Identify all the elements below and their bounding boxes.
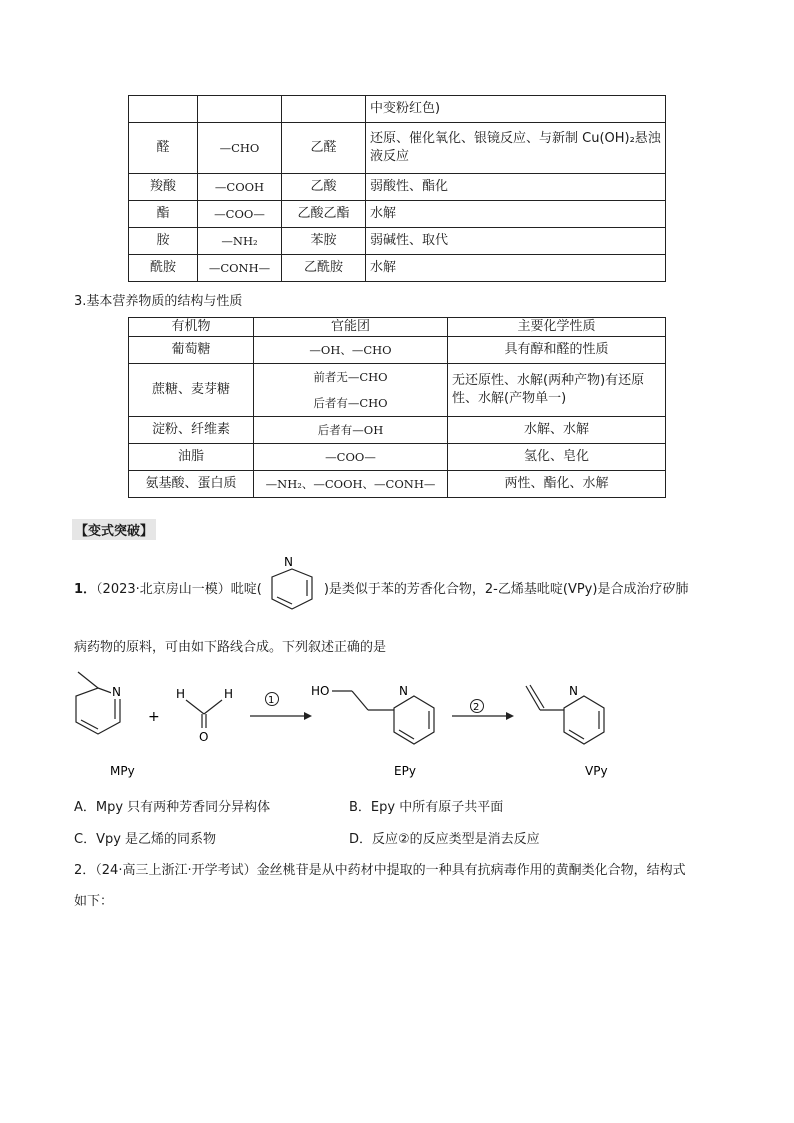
table-cell: 中变粉红色): [366, 96, 666, 123]
column-header: 有机物: [129, 318, 254, 337]
table-cell: —NH₂: [198, 228, 282, 255]
oxygen-label: O: [199, 730, 209, 744]
option-a[interactable]: A．Mpy 只有两种芳香同分异构体: [74, 800, 271, 815]
table-cell: 具有醇和醛的性质: [448, 337, 666, 364]
nitrogen-label: N: [112, 685, 121, 699]
table-row: [129, 201, 666, 228]
group-line: 后者有—CHO: [313, 396, 388, 410]
section-title: 3.基本营养物质的结构与性质: [74, 294, 243, 309]
table-cell: 淀粉、纤维素: [129, 417, 254, 444]
section-header: 【变式突破】: [72, 519, 156, 540]
plus-sign: +: [148, 709, 160, 725]
table-cell: 酰胺: [129, 255, 198, 282]
table-cell: [198, 96, 282, 123]
table-cell: 羧酸: [129, 174, 198, 201]
table-cell: 弱碱性、取代: [366, 228, 666, 255]
table-row: [129, 96, 666, 123]
column-header: 主要化学性质: [448, 318, 666, 337]
hydrogen-label: H: [224, 687, 234, 701]
table-cell: —CONH—: [198, 255, 282, 282]
question-number: 1．: [74, 582, 97, 597]
option-b[interactable]: B．Epy 中所有原子共平面: [349, 800, 504, 815]
table-cell: 胺: [129, 228, 198, 255]
table-row: [129, 417, 666, 444]
table-row: [129, 123, 666, 174]
question-source: （2023·北京房山一模）: [96, 582, 231, 597]
table-cell: —CHO: [198, 123, 282, 174]
question-2-stem-line2: 如下：: [74, 894, 114, 909]
question-text: )是类似于苯的芳香化合物，2-乙烯基吡啶(VPy)是合成治疗矽肺: [323, 582, 689, 597]
reaction-arrow-2: [452, 700, 514, 721]
table-cell: [129, 96, 198, 123]
table-cell: 葡萄糖: [129, 337, 254, 364]
table-cell: 醛: [129, 123, 198, 174]
table-cell: 两性、酯化、水解: [448, 471, 666, 498]
table-cell: 苯胺: [282, 228, 366, 255]
table-row: [129, 337, 666, 364]
table-cell: 氢化、皂化: [448, 444, 666, 471]
option-d[interactable]: D．反应②的反应类型是消去反应: [349, 832, 540, 847]
table-cell: —COO—: [254, 444, 448, 471]
table-header-row: [129, 318, 666, 337]
question-2-stem: 2．（24·高三上浙江·开学考试）金丝桃苷是从中药材中提取的一种具有抗病毒作用的黄酮类化合物，结构式: [74, 863, 686, 878]
table-cell: —OH、—CHO: [254, 337, 448, 364]
table-cell: 还原、催化氧化、银镜反应、与新制 Cu(OH)₂悬浊液反应: [366, 123, 666, 174]
nitrogen-label: N: [399, 684, 408, 698]
pyridine-structure: [265, 553, 335, 615]
epy-label: EPy: [394, 764, 416, 778]
vpy-label: VPy: [585, 764, 608, 778]
reaction-arrow-1: [250, 693, 312, 721]
table-row: [129, 255, 666, 282]
table-cell: 乙酸乙酯: [282, 201, 366, 228]
table-cell: 酯: [129, 201, 198, 228]
table-cell: 水解: [366, 255, 666, 282]
functional-group-table: [128, 95, 666, 282]
table-cell: 乙酸: [282, 174, 366, 201]
nitrogen-label: N: [284, 555, 293, 569]
table-cell: 氨基酸、蛋白质: [129, 471, 254, 498]
table-cell: 蔗糖、麦芽糖: [129, 364, 254, 417]
epy-structure: [311, 684, 434, 744]
table-cell: 弱酸性、酯化: [366, 174, 666, 201]
step-number: 1: [268, 695, 275, 706]
table-cell: 水解: [366, 201, 666, 228]
table-cell: 无还原性、水解(两种产物)有还原性、水解(产物单一): [448, 364, 666, 417]
table-cell: —NH₂、—COOH、—CONH—: [254, 471, 448, 498]
table-cell: —COO—: [198, 201, 282, 228]
group-line: 前者无—CHO: [313, 370, 388, 384]
table-cell: [254, 364, 448, 417]
table-cell: 后者有—OH: [254, 417, 448, 444]
formaldehyde-structure: [176, 687, 233, 744]
table-row: [129, 444, 666, 471]
mpy-label: MPy: [110, 764, 135, 778]
nitrogen-label: N: [569, 684, 578, 698]
table-cell: —COOH: [198, 174, 282, 201]
table-row: [129, 471, 666, 498]
table-cell: 水解、水解: [448, 417, 666, 444]
hydroxyl-label: HO: [311, 684, 330, 698]
question-text: 吡啶(: [230, 582, 262, 597]
table-row: [129, 364, 666, 417]
question-1-stem-line2: 病药物的原料，可由如下路线合成。下列叙述正确的是: [74, 640, 387, 655]
step-number: 2: [473, 702, 480, 713]
table-cell: [282, 96, 366, 123]
option-c[interactable]: C．Vpy 是乙烯的同系物: [74, 832, 217, 847]
reaction-scheme: [64, 666, 684, 786]
table-cell: 乙酰胺: [282, 255, 366, 282]
table-row: [129, 174, 666, 201]
nutrient-table: [128, 317, 666, 498]
table-cell: 油脂: [129, 444, 254, 471]
table-cell: 乙醛: [282, 123, 366, 174]
column-header: 官能团: [254, 318, 448, 337]
question-1-stem: [74, 578, 688, 597]
hydrogen-label: H: [176, 687, 186, 701]
table-row: [129, 228, 666, 255]
mpy-structure: [76, 672, 125, 734]
vpy-structure: [526, 684, 604, 744]
